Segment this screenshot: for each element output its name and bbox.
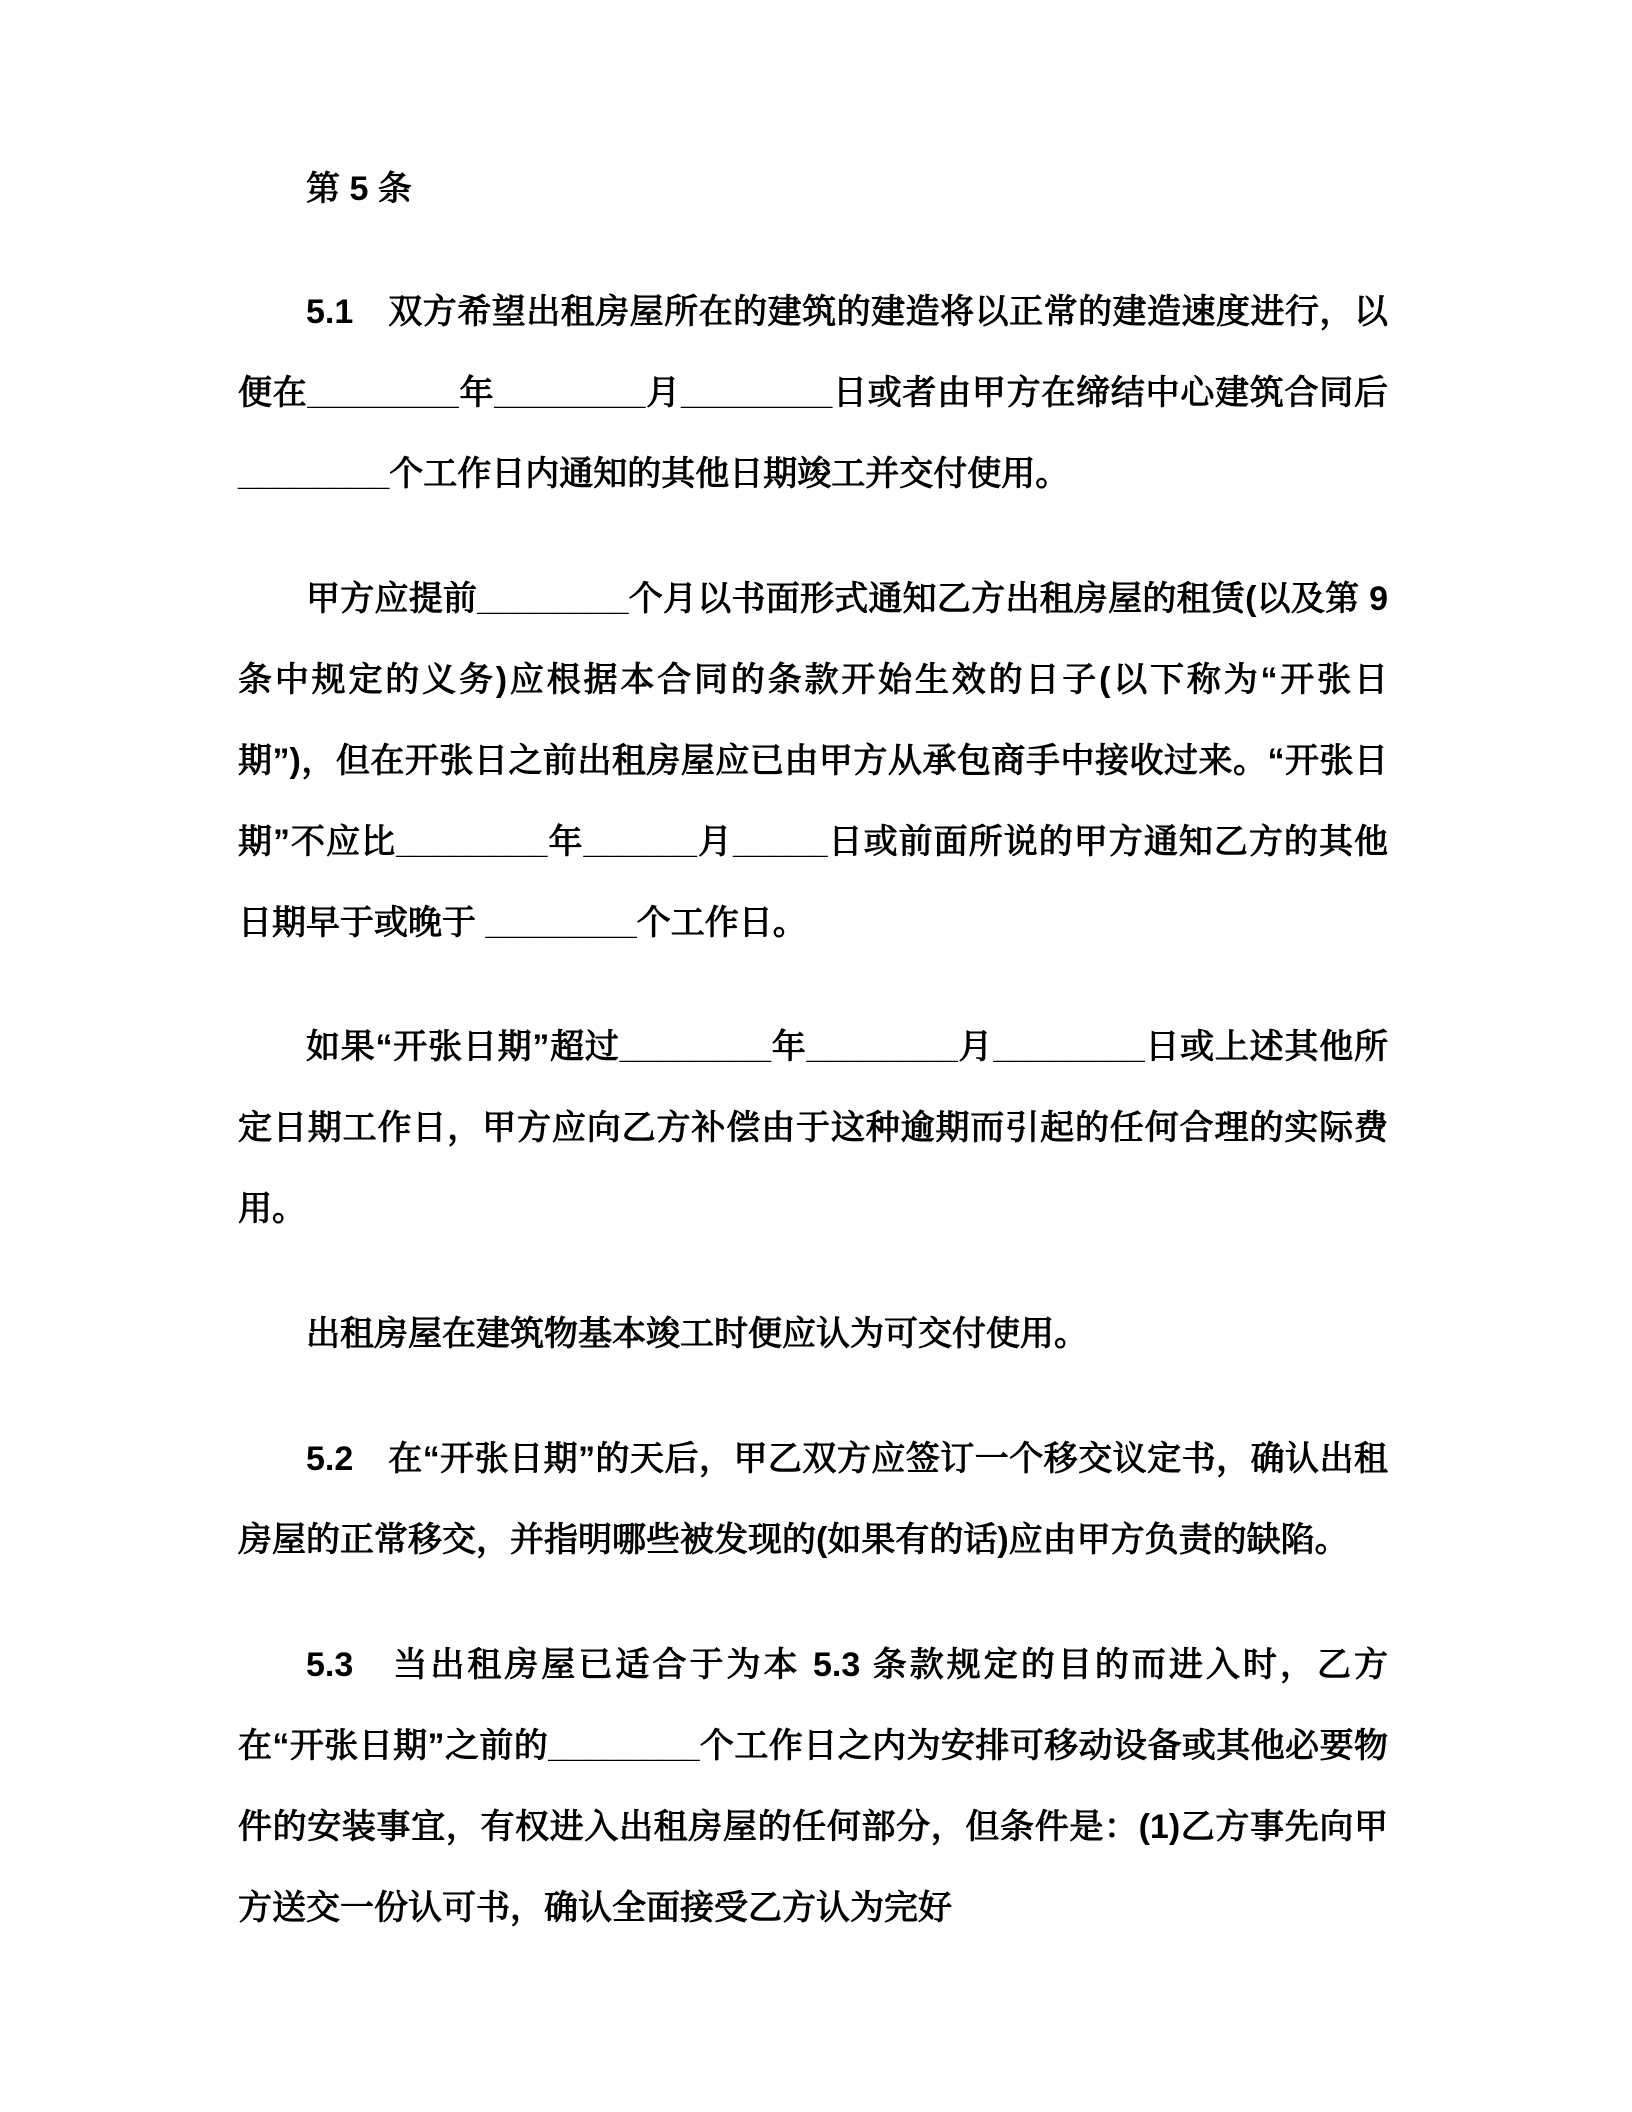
paragraph-delivery-condition: 出租房屋在建筑物基本竣工时便应认为可交付使用。 (306, 1315, 1088, 1354)
article-heading: 第 5 条 (306, 170, 412, 208)
paragraph-5-2: 5.2 在“开张日期”的天后，甲乙双方应签订一个移交议定书，确认出租房屋的正常移交，并指明哪些被发现的(如果有的话)应由甲方负责的缺陷。 (238, 1440, 1388, 1559)
paragraph-5-1: 5.1 双方希望出租房屋所在的建筑的建造将以正常的建造速度进行，以便在________年________月________日或者由甲方在缔结中心建筑合同后________个工作日内通知的其他日期竣工并交付使用。 (238, 293, 1388, 493)
paragraph-5-3: 5.3 当出租房屋已适合于为本 5.3 条款规定的目的而进入时，乙方在“开张日期”之前的________个工作日之内为安排可移动设备或其他必要物件的安装事宜，有权进入出租房屋的任何部分，但条件是：(1)乙方事先向甲方送交一份认可书，确认全面接受乙方认为完好 (238, 1645, 1388, 1927)
paragraph-notice-opening-date: 甲方应提前________个月以书面形式通知乙方出租房屋的租赁(以及第 9 条中规定的义务)应根据本合同的条款开始生效的日子(以下称为“开张日期”)，但在开张日之前出租房屋应已由甲方从承包商手中接收过来。“开张日期”不应比________年______月_____日或前面所说的甲方通知乙方的其他日期早于或晚于 ________个工作日。 (238, 579, 1398, 942)
paragraph-delay-compensation: 如果“开张日期”超过________年________月________日或上述其他所定日期工作日，甲方应向乙方补偿由于这种逾期而引起的任何合理的实际费用。 (238, 1028, 1388, 1229)
